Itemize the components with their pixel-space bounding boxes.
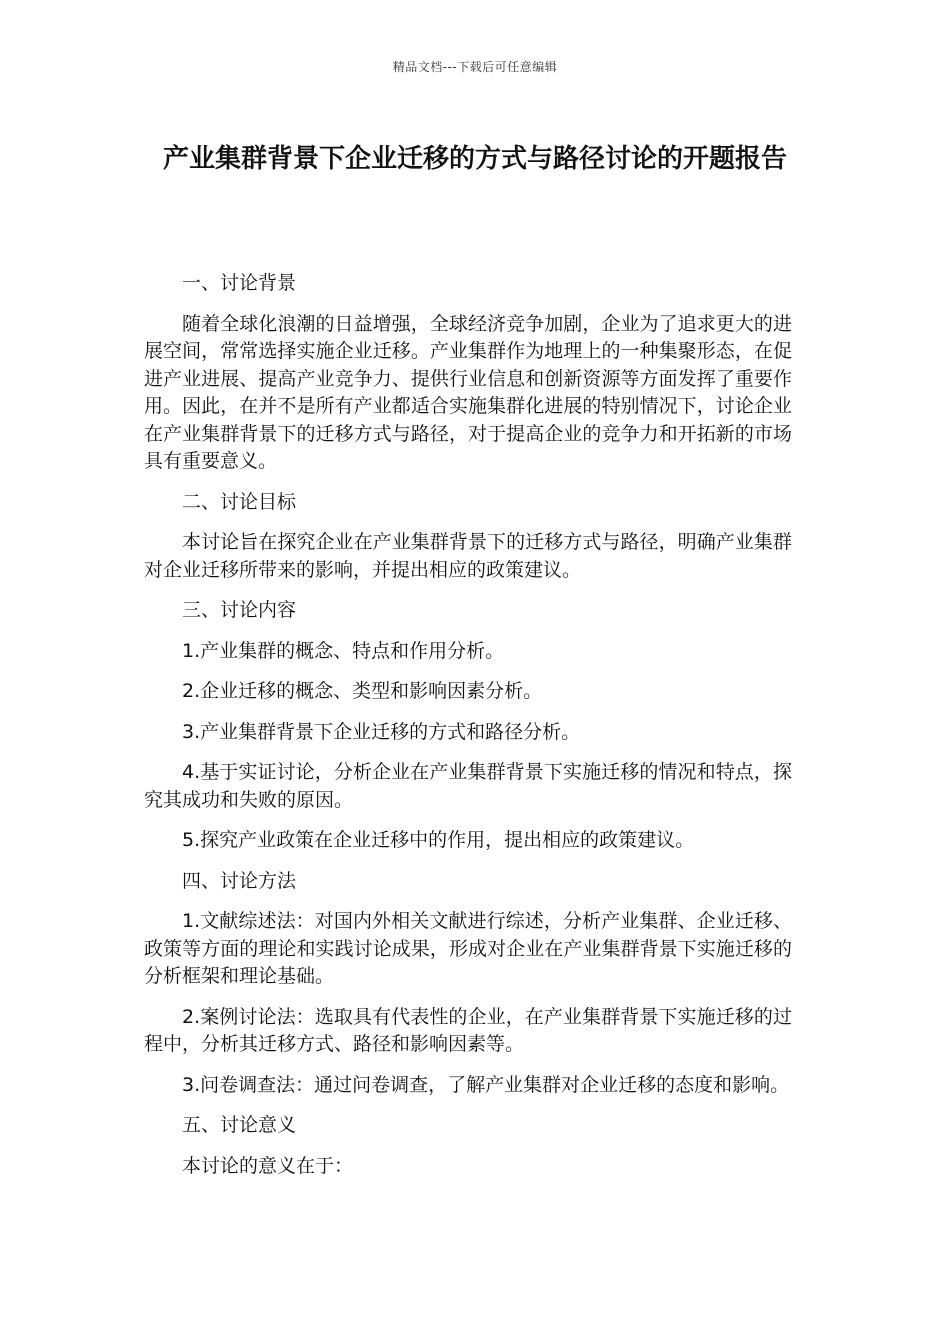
section-heading-goal: 二、讨论目标 [182,490,297,513]
method-item-3: 3.问卷调查法：通过问卷调查，了解产业集群对企业迁移的态度和影响。 [182,1073,790,1096]
document-title: 产业集群背景下企业迁移的方式与路径讨论的开题报告 [162,144,787,174]
section-heading-methods: 四、讨论方法 [182,869,297,892]
paragraph-background: 随着全球化浪潮的日益增强，全球经济竞争加剧，企业为了追求更大的进展空间，常常选择实施企业迁移。产业集群作为地理上的一种集聚形态，在促进产业进展、提高产业竞争力、提供行业信息和创新资源等方面发挥了重要作用。因此，在并不是所有产业都适合实施集群化进展的特别情况下，讨论企业在产业集群背景下的迁移方式与路径，对于提高企业的竞争力和开拓新的市场具有重要意义。 [144,312,792,472]
content-item-5: 5.探究产业政策在企业迁移中的作用，提出相应的政策建议。 [182,829,695,851]
content-item-2: 2.企业迁移的概念、类型和影响因素分析。 [182,680,543,702]
header-note: 精品文档---下载后可任意编辑 [392,60,558,74]
section-heading-significance: 五、讨论意义 [182,1114,297,1136]
content-item-1: 1.产业集群的概念、特点和作用分析。 [182,639,505,662]
paragraph-goal: 本讨论旨在探究企业在产业集群背景下的迁移方式与路径，明确产业集群对企业迁移所带来的影响，并提出相应的政策建议。 [144,531,792,581]
content-item-4: 4.基于实证讨论，分析企业在产业集群背景下实施迁移的情况和特点，探究其成功和失败的原因。 [144,761,792,811]
section-heading-content: 三、讨论内容 [182,599,297,621]
content-item-3: 3.产业集群背景下企业迁移的方式和路径分析。 [182,720,581,743]
section-heading-background: 一、讨论背景 [182,272,297,294]
document-body [144,270,792,1193]
method-item-1: 1.文献综述法：对国内外相关文献进行综述，分析产业集群、企业迁移、政策等方面的理论和实践讨论成果，形成对企业在产业集群背景下实施迁移的分析框架和理论基础。 [144,910,792,987]
paragraph-significance: 本讨论的意义在于： [182,1154,354,1177]
method-item-2: 2.案例讨论法：选取具有代表性的企业，在产业集群背景下实施迁移的过程中，分析其迁移方式、路径和影响因素等。 [144,1005,792,1055]
